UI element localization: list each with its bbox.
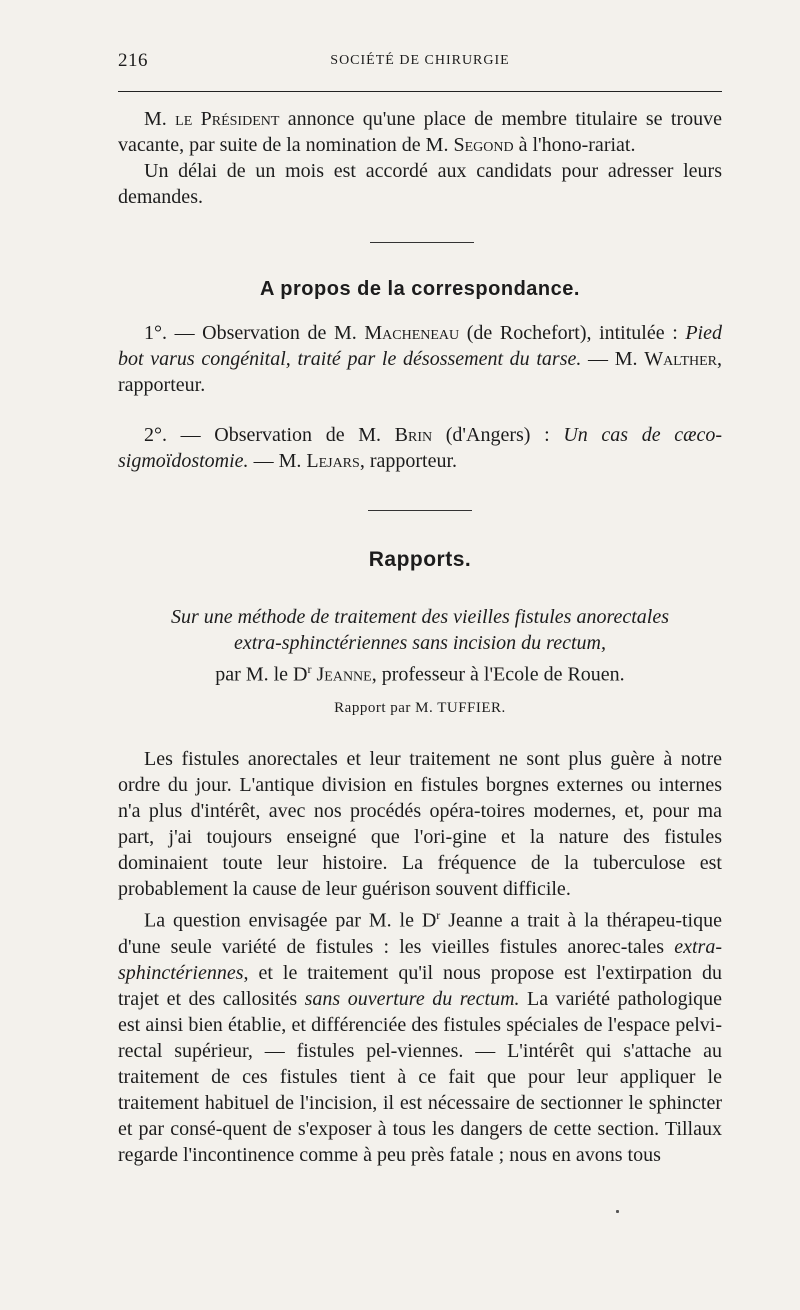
- report-title-block: [118, 604, 722, 688]
- text-run: , rapporteur.: [359, 450, 457, 472]
- observation-title: Un cas de cæco-sigmoïdostomie.: [118, 424, 723, 472]
- superscript: r: [436, 908, 441, 922]
- report-paragraph-2: [118, 902, 722, 1168]
- report-byline: Rapport par M. TUFFIER.: [334, 700, 506, 716]
- header-rule: [118, 91, 722, 92]
- item-1-paragraph: [118, 320, 722, 398]
- text-run: 1°. — Observation de M.: [144, 322, 365, 344]
- print-mark: [616, 1210, 619, 1213]
- author-name: Brin: [394, 424, 433, 446]
- reporter-name: Walther: [644, 348, 717, 370]
- segond-name: Segond: [453, 134, 514, 156]
- announcement-paragraph: [118, 106, 722, 158]
- running-title: SOCIÉTÉ DE CHIRURGIE: [330, 53, 510, 68]
- italic-term: extra-sphinctériennes: [118, 935, 722, 984]
- report-title-line-1: Sur une méthode de traitement des vieilles fistules anorectales: [170, 606, 670, 628]
- text-run: (de Rochefort), intitulée :: [459, 322, 686, 344]
- text-run: à l'hono-rariat.: [513, 134, 636, 156]
- report-title-line-2: extra-sphinctériennes sans incision du rectum,: [234, 632, 606, 654]
- text-run: (d'Angers) :: [432, 424, 564, 446]
- text-run: annonce qu'une place de membre titulaire se trouve vacante, par suite de la nomination de M.: [118, 108, 723, 156]
- page-number: 216: [118, 50, 148, 71]
- italic-term: sans ouverture du rectum.: [304, 987, 520, 1010]
- observation-title: Pied bot varus congénital, traité par le désossement du tarse.: [118, 322, 722, 370]
- superscript: r: [307, 662, 312, 676]
- correspondance-heading: A propos de la correspondance.: [260, 278, 580, 300]
- author-name: Macheneau: [364, 322, 460, 344]
- rapports-heading: Rapports.: [368, 548, 472, 571]
- text-run: , professeur à l'Ecole de Rouen.: [371, 663, 625, 686]
- section-divider: [368, 510, 472, 511]
- report-paragraph-1: Les fistules anorectales et leur traitement ne sont plus guère à notre ordre du jour. L'antique division en fistules borgnes externes ou internes n'a plus d'intérêt, avec nos procédés opéra-toires modernes, et, pour ma part, j'ai toujours enseigné que l'ori-gine et la nature des fistules dominaient toute leur histoire. La fréquence de la tuberculose est probablement la cause de leur guérison souvent difficile.: [118, 748, 722, 900]
- reporter-name: Lejars: [306, 450, 360, 472]
- text-run: M.: [144, 108, 176, 130]
- text-run: — M.: [581, 348, 645, 370]
- item-2-paragraph: [118, 422, 722, 474]
- delay-paragraph: Un délai de un mois est accordé aux candidats pour adresser leurs demandes.: [118, 160, 722, 208]
- text-run: , rapporteur.: [118, 348, 722, 396]
- text-run: La variété pathologique est ainsi bien établie, et différenciée des fistules spéciales de l'espace pelvi-rectal supérieur, — fistules pel-viennes. — L'intérêt qui s'attache au traitement de ces fistules tient à ce fait que pour leur appliquer le traitement habituel de l'incision, il est nécessaire de sectionner le sphincter et par consé-quent de s'exposer à tous les dangers de cette section. Tillaux regarde l'incontinence comme à peu près fatale ; nous en avons tous: [118, 987, 722, 1166]
- section-divider: [370, 242, 474, 243]
- announcement-block: [118, 106, 722, 210]
- report-body: [118, 746, 722, 1168]
- president-name: le Président: [175, 108, 280, 130]
- text-run: par M. le D: [215, 663, 308, 686]
- text-run: Jeanne a trait à la thérapeu-tique d'une seule variété de fistules : les vieilles fistules anorec-tales: [118, 909, 722, 958]
- text-run: — M.: [248, 450, 307, 472]
- text-run: 2°. — Observation de M.: [144, 424, 395, 446]
- page-header: [118, 50, 722, 74]
- text-run: , et le traitement qu'il nous propose est l'extirpation du trajet et des callosités: [118, 961, 722, 1010]
- report-author-line: [118, 656, 722, 688]
- text-run: La question envisagée par M. le D: [144, 909, 437, 932]
- correspondance-item-1: [118, 320, 722, 398]
- correspondance-item-2: [118, 422, 722, 474]
- author-name: Jeanne: [316, 663, 372, 686]
